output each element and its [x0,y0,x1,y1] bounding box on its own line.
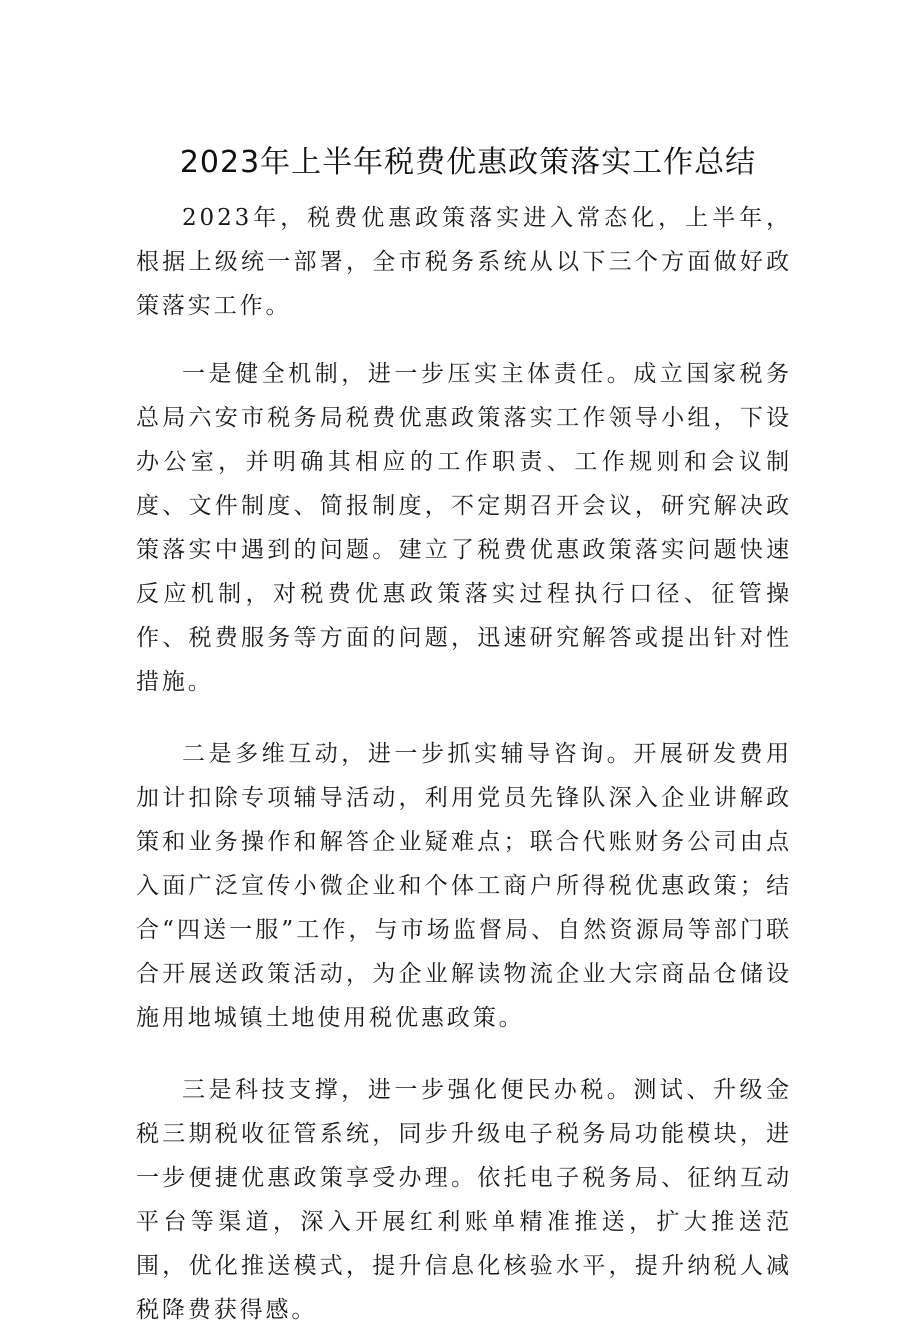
paragraph-mechanism: 一是健全机制，进一步压实主体责任。成立国家税务总局六安市税务局税费优惠政策落实工作领导小组，下设办公室，并明确其相应的工作职责、工作规则和会议制度、文件制度、简报制度，不定期召开会议，研究解决政策落实中遇到的问题。建立了税费优惠政策落实问题快速反应机制，对税费优惠政策落实过程执行口径、征管操作、税费服务等方面的问题，迅速研究解答或提出针对性措施。 [136,361,792,695]
paragraph-technology: 三是科技支撑，进一步强化便民办税。测试、升级金税三期税收征管系统，同步升级电子税务局功能模块，进一步便捷优惠政策享受办理。依托电子税务局、征纳互动平台等渠道，深入开展红利账单精准推送，扩大推送范围，优化推送模式，提升信息化核验水平，提升纳税人减税降费获得感。 [136,1077,792,1323]
paragraph-intro: 2023年，税费优惠政策落实进入常态化，上半年，根据上级统一部署，全市税务系统从以下三个方面做好政策落实工作。 [136,205,792,319]
paragraph-interaction: 二是多维互动，进一步抓实辅导咨询。开展研发费用加计扣除专项辅导活动，利用党员先锋队深入企业讲解政策和业务操作和解答企业疑难点；联合代账财务公司由点入面广泛宣传小微企业和个体工商户所得税优惠政策；结合“四送一服”工作，与市场监督局、自然资源局等部门联合开展送政策活动，为企业解读物流企业大宗商品仓储设施用地城镇土地使用税优惠政策。 [136,741,792,1031]
document-title: 2023年上半年税费优惠政策落实工作总结 [179,145,757,180]
